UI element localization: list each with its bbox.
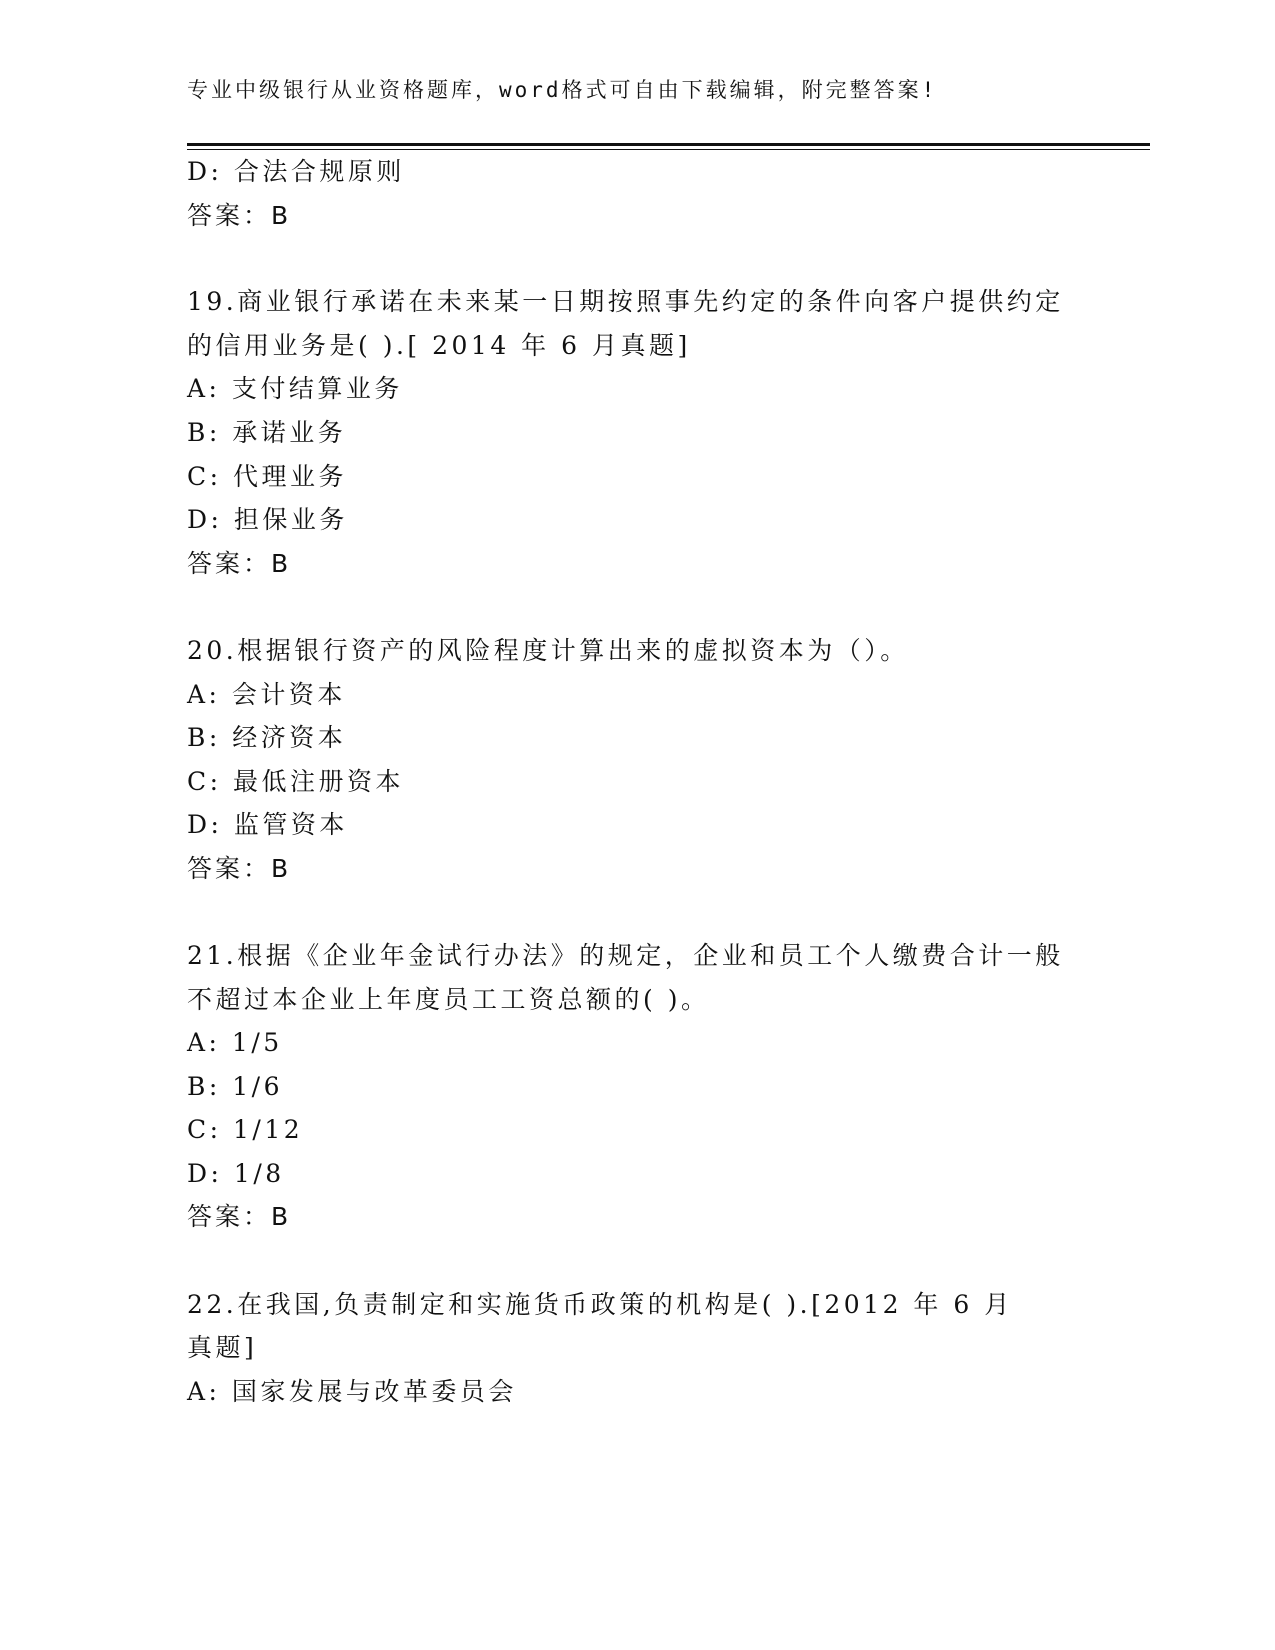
q22-stem-line1: 22.在我国,负责制定和实施货币政策的机构是( ).[2012 年 6 月	[187, 1290, 1013, 1319]
q21-option-a: A: 1/5	[187, 1028, 283, 1057]
q19-option-c: C: 代理业务	[187, 462, 347, 491]
q19-option-b: B: 承诺业务	[187, 418, 347, 447]
q20-option-b: B: 经济资本	[187, 723, 347, 752]
header-rule-thick	[187, 143, 1150, 146]
q19-stem-line2: 的信用业务是( ).[ 2014 年 6 月真题]	[187, 331, 691, 360]
q21-option-b: B: 1/6	[187, 1072, 283, 1101]
q19-stem-line1: 19.商业银行承诺在未来某一日期按照事先约定的条件向客户提供约定	[187, 287, 1064, 316]
q20-option-d: D: 监管资本	[187, 810, 348, 839]
q19-option-a: A: 支付结算业务	[187, 374, 403, 403]
q21-answer: 答案：B	[187, 1202, 292, 1231]
q22-stem-line2: 真题]	[187, 1333, 258, 1362]
q21-stem-line2: 不超过本企业上年度员工工资总额的( )。	[187, 985, 710, 1014]
q21-stem-line1: 21.根据《企业年金试行办法》的规定，企业和员工个人缴费合计一般	[187, 941, 1064, 970]
q21-option-c: C: 1/12	[187, 1115, 304, 1144]
q21-option-d: D: 1/8	[187, 1159, 285, 1188]
q19-answer: 答案：B	[187, 549, 292, 578]
q22-option-a: A: 国家发展与改革委员会	[187, 1377, 517, 1406]
q20-option-c: C: 最低注册资本	[187, 767, 404, 796]
page-header: 专业中级银行从业资格题库，word格式可自由下载编辑，附完整答案!	[187, 78, 938, 102]
q19-option-d: D: 担保业务	[187, 505, 348, 534]
q20-option-a: A: 会计资本	[187, 680, 346, 709]
q20-answer: 答案：B	[187, 854, 292, 883]
q18-answer: 答案：B	[187, 201, 292, 230]
q18-option-d: D: 合法合规原则	[187, 157, 405, 186]
header-rule-thin	[187, 149, 1150, 150]
q20-stem-line1: 20.根据银行资产的风险程度计算出来的虚拟资本为（）。	[187, 636, 909, 665]
